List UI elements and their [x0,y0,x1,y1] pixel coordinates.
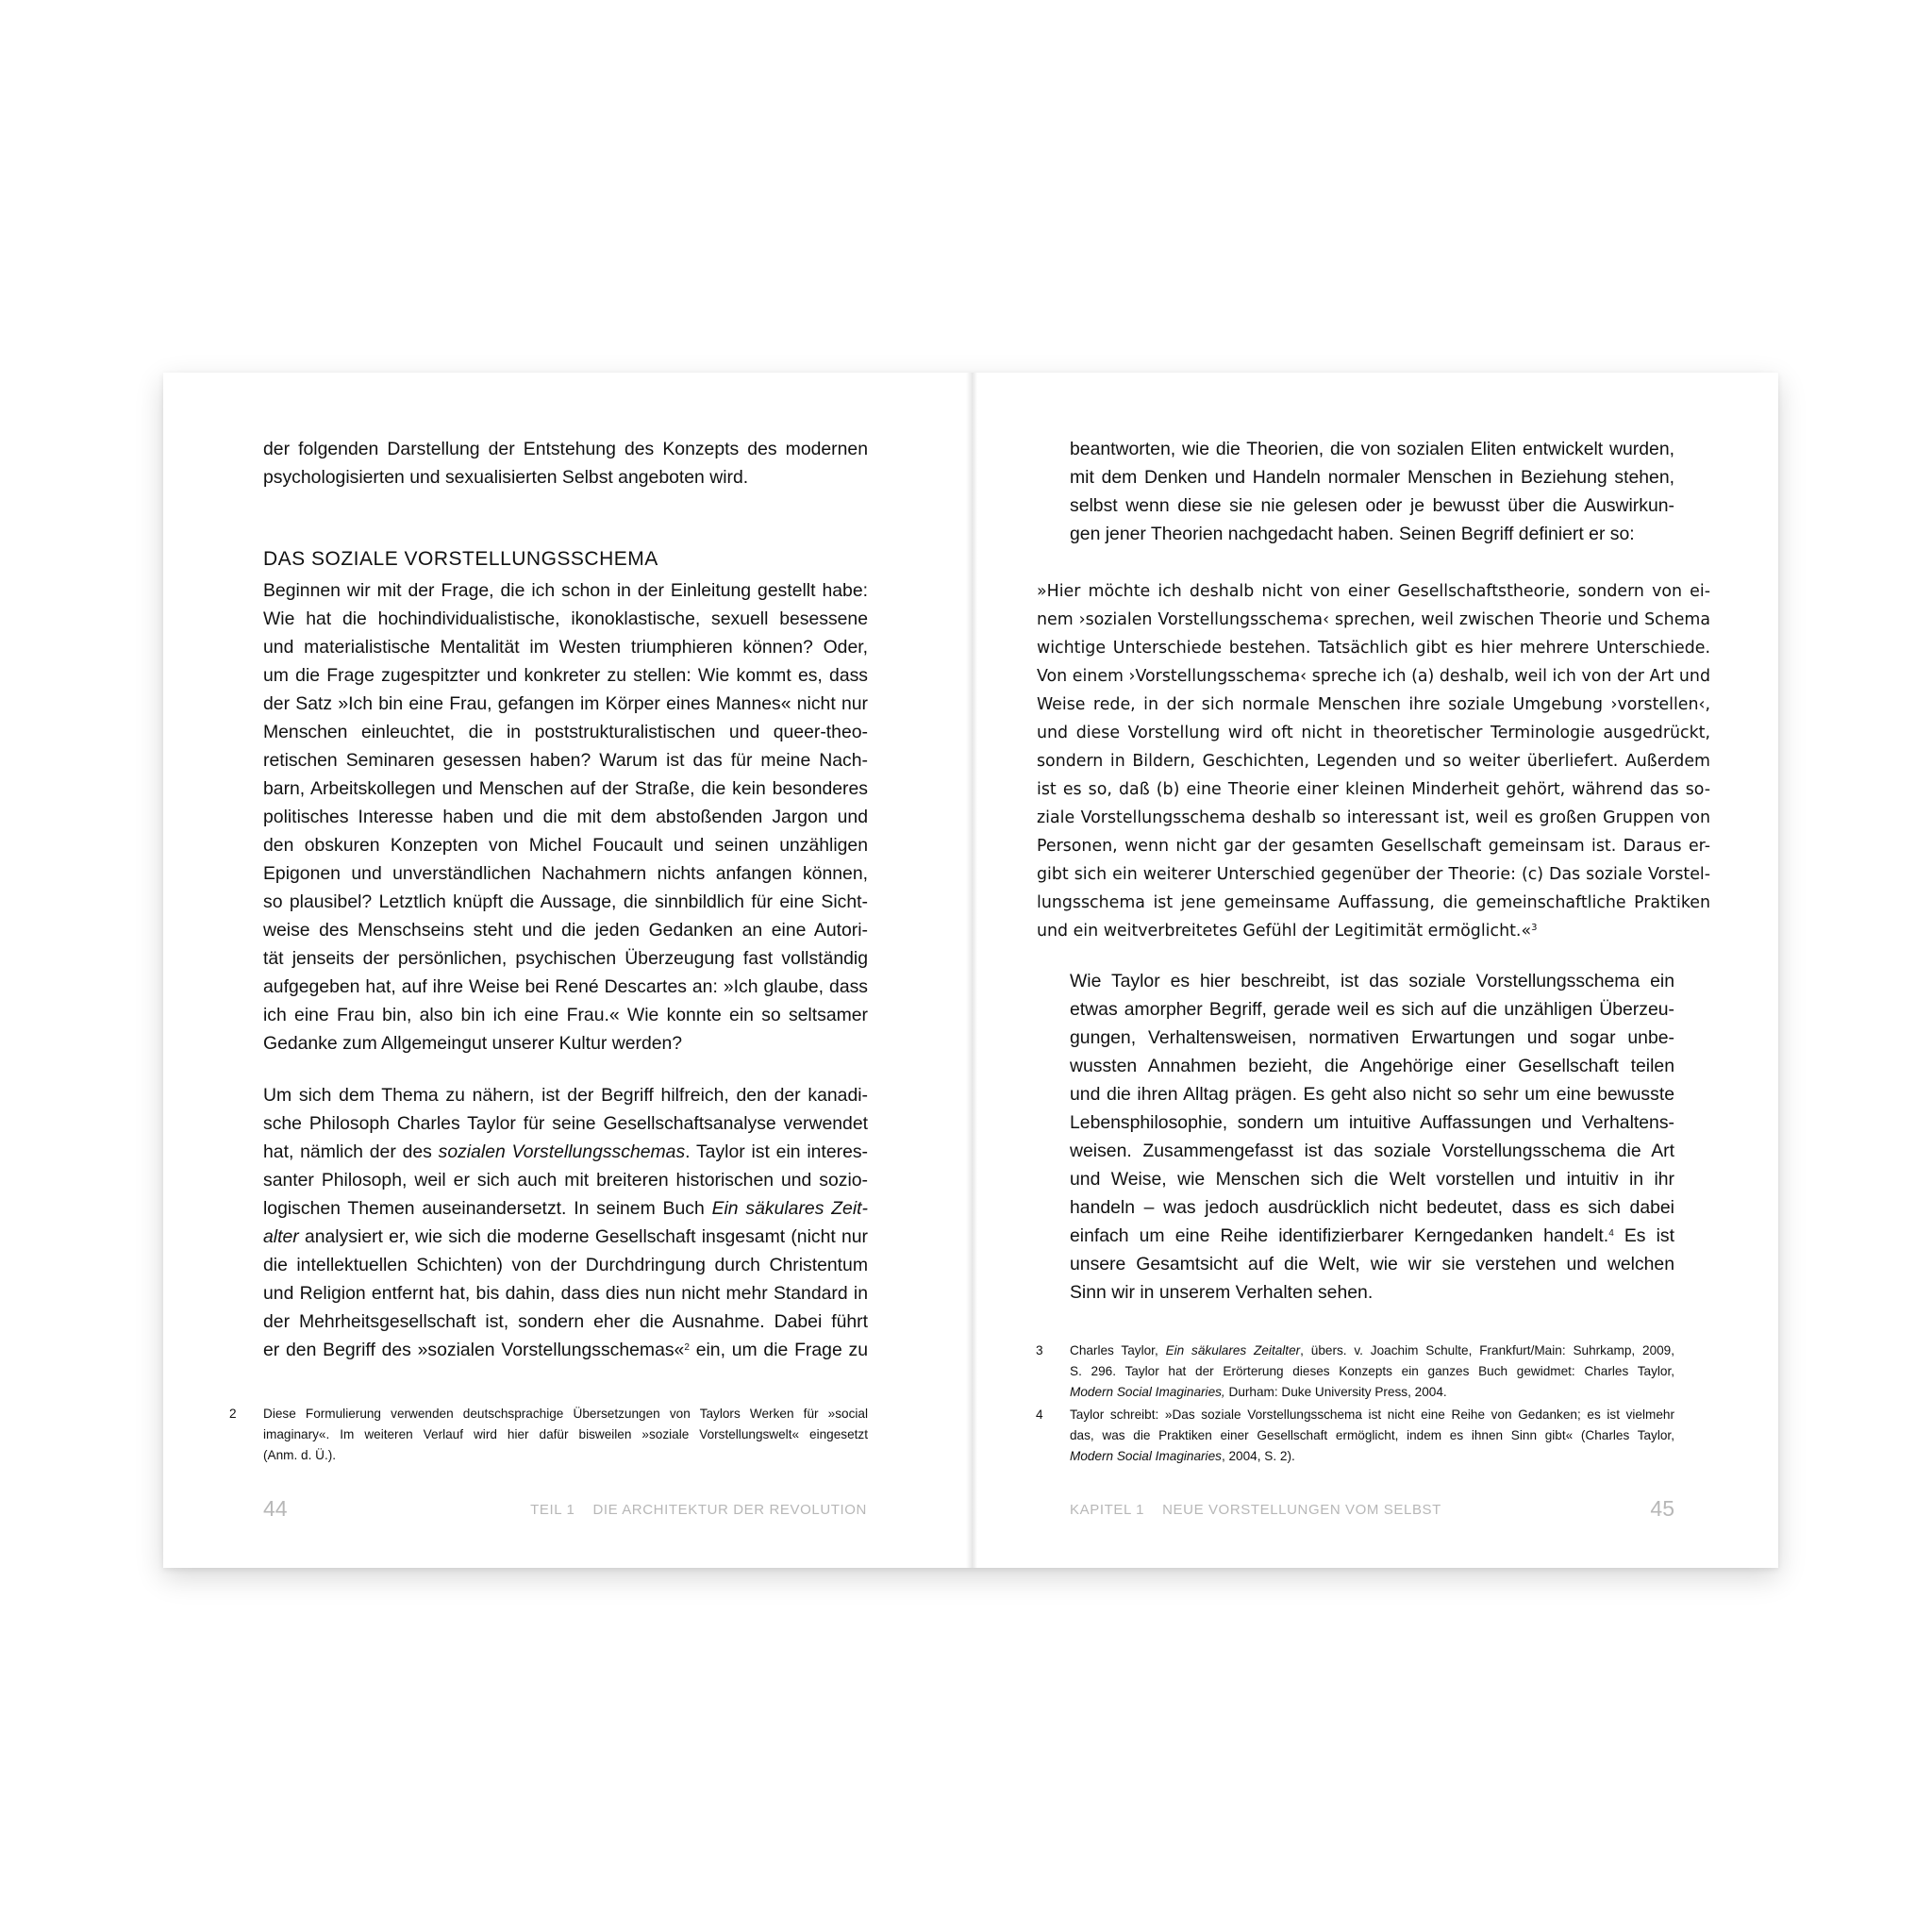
text-line: selbst wenn diese sie nie gelesen oder je bewusst über die Auswirkun- [1070,495,1674,516]
page-number: 44 [263,1496,288,1521]
right-intro-text [1070,435,1674,548]
text-line: psychologisierten und sexualisierten Selbst angeboten wird. [263,467,749,488]
text-line: Epigonen und unverständlichen Nachahmern nichts anfangen können, [263,863,868,884]
book-term: sozialen Vorstellungsschemas [438,1141,686,1162]
text-line: der Mehrheitsgesellschaft ist, sondern eher die Ausnahme. Dabei führt [263,1311,868,1332]
text-line: Lebensphilosophie, sondern um intuitive Auffassungen und Verhaltens- [1070,1112,1674,1133]
text-line: weise des Menschseins steht und die jeden Gedanken an eine Autori- [263,920,868,941]
text-line: der Satz »Ich bin eine Frau, gefangen im Körper eines Mannes« nicht nur [263,693,868,714]
quote-line: nem ›sozialen Vorstellungsschema‹ sprechen, weil zwischen Theorie und Schema [1037,610,1710,629]
text-line: hat, nämlich der des sozialen Vorstellungsschemas. Taylor ist ein interes- [263,1141,868,1162]
text-line: etwas amorpher Begriff, gerade weil es sich auf die unzähligen Überzeu- [1070,999,1674,1020]
quote-line: Von einem ›Vorstellungsschema‹ spreche ich (a) deshalb, weil ich von der Art und [1037,667,1710,686]
quote-line: und ein weitverbreitetes Gefühl der Legitimität ermöglicht.«$^3$ [1037,922,1538,941]
text-line: alter analysiert er, wie sich die moderne Gesellschaft insgesamt (nicht nur [263,1226,868,1247]
footnote-line: das, was die Praktiken einer Gesellschaft ermöglicht, indem es ihnen Sinn gibt« (Charles Taylor, [1070,1428,1674,1442]
text-line: so plausibel? Letztlich knüpft die Aussage, die sinnbildlich für eine Sicht- [263,891,868,912]
text-line: Wie Taylor es hier beschreibt, ist das soziale Vorstellungsschema ein [1070,971,1674,991]
quote-line: ist es so, daß (b) eine Theorie einer kleinen Minderheit gehört, während das so- [1037,780,1710,799]
text-line: die intellektuellen Schichten) von der Durchdringung durch Christentum [263,1255,868,1275]
footnote-line: Diese Formulierung verwenden deutschsprachige Übersetzungen von Taylors Werken für »social [263,1407,868,1421]
text-line: Menschen einleuchtet, die in poststrukturalistischen und queer-theo- [263,722,868,742]
footnote-ref[interactable]: 4 [1608,1228,1614,1239]
quote-line: ziale Vorstellungsschema deshalb so interessant ist, weil es großen Gruppen von [1037,808,1710,827]
text-line: politisches Interesse haben und die mit dem abstoßenden Jargon und [263,807,868,827]
quote-line: lungsschema ist jene gemeinsame Auffassung, die gemeinschaftliche Praktiken [1037,893,1710,912]
text-line: einfach um eine Reihe identifizierbarer Kerngedanken handelt.$^4$ Es ist [1070,1225,1674,1246]
footnote-number: 4 [1036,1407,1043,1422]
text-line: Wie hat die hochindividualistische, ikonoklastische, sexuell besessene [263,608,868,629]
quote-line: wichtige Unterschiede bestehen. Tatsächlich gibt es hier mehrere Unterschiede. [1037,639,1710,658]
right-paragraph [1070,967,1674,1307]
text-line: aufgegeben hat, auf ihre Weise bei René Descartes an: »Ich glaube, dass [263,976,868,997]
footnote-number: 3 [1036,1343,1043,1357]
left-intro-text [263,435,868,491]
text-line: beantworten, wie die Theorien, die von sozialen Eliten entwickelt wurden, [1070,439,1674,459]
book-title: Ein säkulares Zeit- [711,1198,868,1219]
book-title: alter [263,1226,299,1247]
text-line: und Weise, wie Menschen sich die Welt vorstellen und intuitiv in ihr [1070,1169,1674,1190]
text-line: Um sich dem Thema zu nähern, ist der Begriff hilfreich, den der kanadi- [263,1085,868,1106]
footnote-ref[interactable]: 2 [684,1342,690,1353]
quote-line: sondern in Bildern, Geschichten, Legenden und so weiter überliefert. Außerdem [1037,752,1710,771]
text-line: den obskuren Konzepten von Michel Foucault und seinen unzähligen [263,835,868,856]
text-line: sche Philosoph Charles Taylor für seine Gesellschaftsanalyse verwendet [263,1113,868,1134]
footnote-ref[interactable]: 3 [1531,923,1538,933]
text-line: Gedanke zum Allgemeingut unserer Kultur werden? [263,1033,683,1054]
footnote-line: imaginary«. Im weiteren Verlauf wird hier dafür bisweilen »soziale Vorstellungswelt« eingesetzt [263,1427,868,1441]
text-line: und Religion entfernt hat, bis dahin, dass dies nun nicht mehr Standard in [263,1283,868,1304]
text-line: Sinn wir in unserem Verhalten sehen. [1070,1282,1374,1303]
block-quote [1037,577,1710,945]
text-line: er den Begriff des »sozialen Vorstellungsschemas«$^2$ ein, um die Frage zu [263,1340,868,1360]
text-line: mit dem Denken und Handeln normaler Menschen in Beziehung stehen, [1070,467,1674,488]
text-line: unsere Gesamtsicht auf die Welt, wie wir sie verstehen und welchen [1070,1254,1674,1274]
running-head: KAPITEL 1 NEUE VORSTELLUNGEN VOM SELBST [1070,1502,1441,1518]
text-line: handeln – was jedoch ausdrücklich nicht bedeutet, dass es sich dabei [1070,1197,1674,1218]
text-line: weisen. Zusammengefasst ist das soziale Vorstellungsschema die Art [1070,1141,1674,1161]
footnote-line: (Anm. d. Ü.). [263,1448,337,1462]
section-heading: DAS SOZIALE VORSTELLUNGSSCHEMA [263,548,658,570]
quote-line: Weise rede, in der sich normale Menschen ihre soziale Umgebung ›vorstellen‹, [1037,695,1710,714]
text-line: und materialistische Mentalität im Westen triumphieren können? Oder, [263,637,868,658]
text-line: retischen Seminaren gesessen haben? Warum ist das für meine Nach- [263,750,868,771]
text-line: santer Philosoph, weil er sich auch mit breiteren historischen und sozio- [263,1170,868,1191]
footnote-2 [229,1404,868,1466]
footnote-line: Taylor schreibt: »Das soziale Vorstellungsschema ist nicht eine Reihe von Gedanken; es ist vielmehr [1070,1407,1674,1422]
footnote-4 [1036,1405,1674,1467]
left-paragraph-1 [263,576,868,1058]
text-line: gen jener Theorien nachgedacht haben. Seinen Begriff definiert er so: [1070,524,1635,544]
text-line: logischen Themen auseinandersetzt. In seinem Buch Ein säkulares Zeit- [263,1198,868,1219]
quote-line: »Hier möchte ich deshalb nicht von einer Gesellschaftstheorie, sondern von ei- [1037,582,1710,601]
text-line: gungen, Verhaltensweisen, normativen Erwartungen und sogar unbe- [1070,1027,1674,1048]
left-paragraph-2 [263,1081,868,1364]
text-line: barn, Arbeitskollegen und Menschen auf der Straße, die kein besonderes [263,778,868,799]
footnote-number: 2 [229,1407,237,1421]
text-line: wussten Annahmen bezieht, die Angehörige einer Gesellschaft teilen [1070,1056,1674,1076]
text-line: ich eine Frau bin, also bin ich eine Frau.« Wie konnte ein so seltsamer [263,1005,868,1025]
footnote-3 [1036,1341,1675,1403]
footnote-line: S. 296. Taylor hat der Erörterung dieses Konzepts ein ganzes Buch gewidmet: Charles Taylor, [1070,1364,1674,1378]
footnote-line: Modern Social Imaginaries, Durham: Duke University Press, 2004. [1070,1385,1447,1399]
quote-line: Personen, wenn nicht gar der gesamten Gesellschaft gemeinsam ist. Daraus er- [1037,837,1710,856]
book-gutter [966,373,977,1568]
text-line: und die ihren Alltag prägen. Es geht also nicht so sehr um eine bewusste [1070,1084,1674,1105]
running-head: TEIL 1 DIE ARCHITEKTUR DER REVOLUTION [530,1502,867,1518]
text-line: tät jenseits der persönlichen, psychischen Überzeugung fast vollständig [263,948,868,969]
quote-line: gibt sich ein weiterer Unterschied gegenüber der Theorie: (c) Das soziale Vorstel- [1037,865,1710,884]
text-line: Beginnen wir mit der Frage, die ich schon in der Einleitung gestellt habe: [263,580,868,601]
text-line: der folgenden Darstellung der Entstehung des Konzepts des modernen [263,439,868,459]
footnote-line: Charles Taylor, Ein säkulares Zeitalter, übers. v. Joachim Schulte, Frankfurt/Main: Suhrkamp, 2009, [1070,1343,1675,1357]
footnote-line: Modern Social Imaginaries, 2004, S. 2). [1070,1449,1295,1463]
quote-line: und diese Vorstellung wird oft nicht in theoretischer Terminologie ausgedrückt, [1037,724,1710,742]
text-line: um die Frage zugespitzter und konkreter zu stellen: Wie kommt es, dass [263,665,868,686]
page-number: 45 [1650,1496,1674,1521]
